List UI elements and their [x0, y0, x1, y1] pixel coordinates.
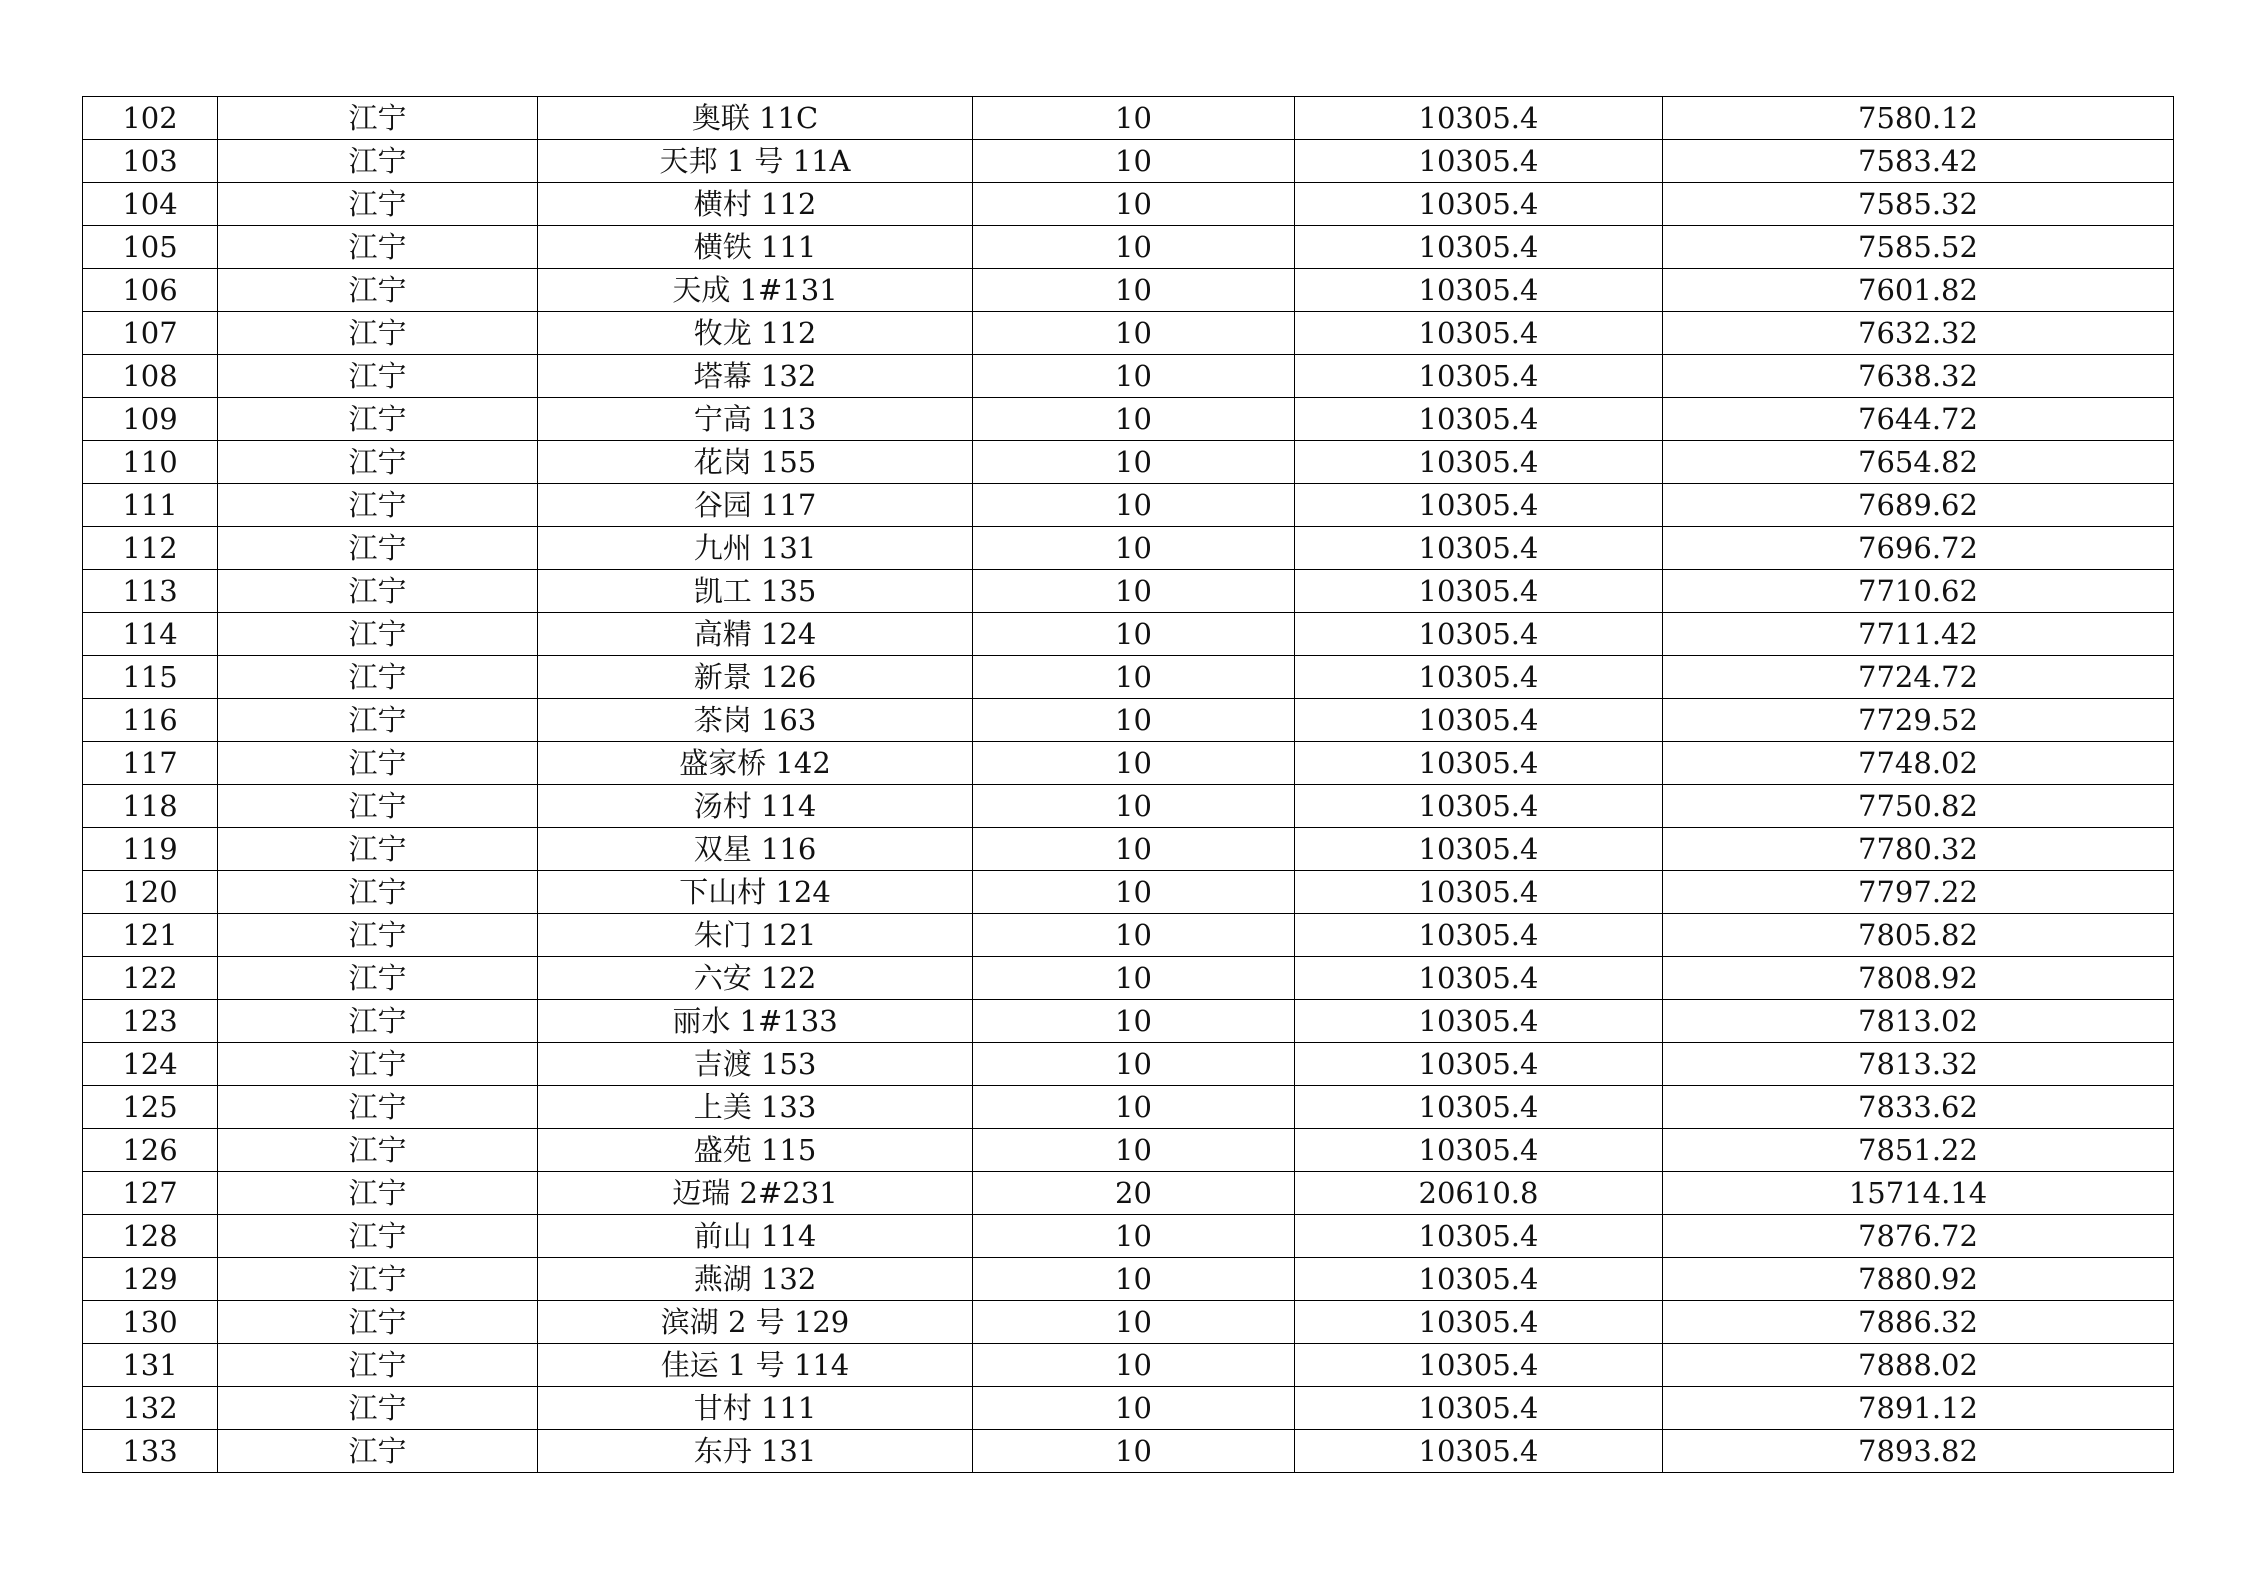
row-number-cell: 105 [83, 226, 218, 269]
line-name-cell: 花岗 155 [538, 441, 973, 484]
table-row [83, 312, 2174, 355]
district-cell: 江宁 [218, 656, 538, 699]
table-row [83, 1301, 2174, 1344]
row-number-cell: 128 [83, 1215, 218, 1258]
district-cell: 江宁 [218, 699, 538, 742]
capacity-cell: 10 [973, 398, 1295, 441]
amount-cell: 7583.42 [1663, 140, 2174, 183]
district-cell: 江宁 [218, 527, 538, 570]
value-cell: 10305.4 [1295, 312, 1663, 355]
district-cell: 江宁 [218, 1387, 538, 1430]
district-cell: 江宁 [218, 97, 538, 140]
district-cell: 江宁 [218, 269, 538, 312]
amount-cell: 7632.32 [1663, 312, 2174, 355]
table-row [83, 1387, 2174, 1430]
value-cell: 10305.4 [1295, 398, 1663, 441]
row-number-cell: 113 [83, 570, 218, 613]
row-number-cell: 132 [83, 1387, 218, 1430]
capacity-cell: 10 [973, 312, 1295, 355]
capacity-cell: 10 [973, 570, 1295, 613]
amount-cell: 7601.82 [1663, 269, 2174, 312]
table-row [83, 97, 2174, 140]
district-cell: 江宁 [218, 1215, 538, 1258]
line-name-cell: 茶岗 163 [538, 699, 973, 742]
line-name-cell: 横铁 111 [538, 226, 973, 269]
row-number-cell: 112 [83, 527, 218, 570]
value-cell: 10305.4 [1295, 957, 1663, 1000]
capacity-cell: 10 [973, 140, 1295, 183]
value-cell: 10305.4 [1295, 484, 1663, 527]
value-cell: 10305.4 [1295, 97, 1663, 140]
line-name-cell: 奥联 11C [538, 97, 973, 140]
value-cell: 10305.4 [1295, 699, 1663, 742]
amount-cell: 7710.62 [1663, 570, 2174, 613]
capacity-cell: 10 [973, 527, 1295, 570]
row-number-cell: 116 [83, 699, 218, 742]
table-row [83, 1086, 2174, 1129]
capacity-cell: 10 [973, 1129, 1295, 1172]
district-cell: 江宁 [218, 312, 538, 355]
row-number-cell: 111 [83, 484, 218, 527]
value-cell: 10305.4 [1295, 914, 1663, 957]
row-number-cell: 117 [83, 742, 218, 785]
row-number-cell: 104 [83, 183, 218, 226]
district-cell: 江宁 [218, 183, 538, 226]
row-number-cell: 121 [83, 914, 218, 957]
capacity-cell: 10 [973, 871, 1295, 914]
capacity-cell: 10 [973, 97, 1295, 140]
row-number-cell: 103 [83, 140, 218, 183]
line-name-cell: 下山村 124 [538, 871, 973, 914]
capacity-cell: 10 [973, 785, 1295, 828]
amount-cell: 7750.82 [1663, 785, 2174, 828]
table-body [83, 97, 2174, 1473]
line-name-cell: 汤村 114 [538, 785, 973, 828]
amount-cell: 7813.32 [1663, 1043, 2174, 1086]
amount-cell: 7654.82 [1663, 441, 2174, 484]
capacity-cell: 10 [973, 699, 1295, 742]
line-name-cell: 天邦 1 号 11A [538, 140, 973, 183]
amount-cell: 7585.52 [1663, 226, 2174, 269]
capacity-cell: 10 [973, 1258, 1295, 1301]
district-cell: 江宁 [218, 828, 538, 871]
amount-cell: 7808.92 [1663, 957, 2174, 1000]
table-row [83, 1344, 2174, 1387]
value-cell: 10305.4 [1295, 570, 1663, 613]
amount-cell: 7689.62 [1663, 484, 2174, 527]
capacity-cell: 10 [973, 1215, 1295, 1258]
capacity-cell: 10 [973, 183, 1295, 226]
amount-cell: 7644.72 [1663, 398, 2174, 441]
value-cell: 10305.4 [1295, 785, 1663, 828]
table-row [83, 441, 2174, 484]
district-cell: 江宁 [218, 140, 538, 183]
row-number-cell: 119 [83, 828, 218, 871]
line-name-cell: 双星 116 [538, 828, 973, 871]
table-row [83, 269, 2174, 312]
table-row [83, 183, 2174, 226]
row-number-cell: 126 [83, 1129, 218, 1172]
value-cell: 10305.4 [1295, 1086, 1663, 1129]
capacity-cell: 10 [973, 226, 1295, 269]
table-row [83, 484, 2174, 527]
value-cell: 10305.4 [1295, 613, 1663, 656]
district-cell: 江宁 [218, 871, 538, 914]
district-cell: 江宁 [218, 1430, 538, 1473]
district-cell: 江宁 [218, 484, 538, 527]
capacity-cell: 10 [973, 828, 1295, 871]
amount-cell: 7886.32 [1663, 1301, 2174, 1344]
value-cell: 10305.4 [1295, 1430, 1663, 1473]
amount-cell: 7833.62 [1663, 1086, 2174, 1129]
capacity-cell: 10 [973, 613, 1295, 656]
row-number-cell: 107 [83, 312, 218, 355]
capacity-cell: 10 [973, 1301, 1295, 1344]
value-cell: 10305.4 [1295, 1000, 1663, 1043]
district-cell: 江宁 [218, 613, 538, 656]
table-row [83, 570, 2174, 613]
row-number-cell: 124 [83, 1043, 218, 1086]
table-row [83, 1430, 2174, 1473]
table-row [83, 785, 2174, 828]
row-number-cell: 115 [83, 656, 218, 699]
district-cell: 江宁 [218, 1043, 538, 1086]
value-cell: 10305.4 [1295, 742, 1663, 785]
amount-cell: 7638.32 [1663, 355, 2174, 398]
table-row [83, 828, 2174, 871]
line-name-cell: 谷园 117 [538, 484, 973, 527]
row-number-cell: 129 [83, 1258, 218, 1301]
line-name-cell: 丽水 1#133 [538, 1000, 973, 1043]
table-row [83, 1000, 2174, 1043]
amount-cell: 7711.42 [1663, 613, 2174, 656]
row-number-cell: 109 [83, 398, 218, 441]
amount-cell: 7580.12 [1663, 97, 2174, 140]
district-cell: 江宁 [218, 570, 538, 613]
row-number-cell: 127 [83, 1172, 218, 1215]
value-cell: 10305.4 [1295, 1344, 1663, 1387]
amount-cell: 7851.22 [1663, 1129, 2174, 1172]
value-cell: 10305.4 [1295, 828, 1663, 871]
capacity-cell: 20 [973, 1172, 1295, 1215]
capacity-cell: 10 [973, 656, 1295, 699]
amount-cell: 7888.02 [1663, 1344, 2174, 1387]
document-page [82, 96, 2174, 1473]
amount-cell: 7729.52 [1663, 699, 2174, 742]
line-name-cell: 燕湖 132 [538, 1258, 973, 1301]
capacity-cell: 10 [973, 1043, 1295, 1086]
value-cell: 10305.4 [1295, 441, 1663, 484]
row-number-cell: 106 [83, 269, 218, 312]
row-number-cell: 123 [83, 1000, 218, 1043]
value-cell: 10305.4 [1295, 1258, 1663, 1301]
line-name-cell: 盛家桥 142 [538, 742, 973, 785]
line-name-cell: 东丹 131 [538, 1430, 973, 1473]
capacity-cell: 10 [973, 441, 1295, 484]
line-name-cell: 甘村 111 [538, 1387, 973, 1430]
line-name-cell: 吉渡 153 [538, 1043, 973, 1086]
line-name-cell: 盛苑 115 [538, 1129, 973, 1172]
district-cell: 江宁 [218, 1000, 538, 1043]
amount-cell: 7813.02 [1663, 1000, 2174, 1043]
row-number-cell: 130 [83, 1301, 218, 1344]
district-cell: 江宁 [218, 398, 538, 441]
amount-cell: 7748.02 [1663, 742, 2174, 785]
capacity-cell: 10 [973, 914, 1295, 957]
row-number-cell: 110 [83, 441, 218, 484]
amount-cell: 7797.22 [1663, 871, 2174, 914]
value-cell: 10305.4 [1295, 269, 1663, 312]
capacity-cell: 10 [973, 1430, 1295, 1473]
value-cell: 10305.4 [1295, 1043, 1663, 1086]
district-cell: 江宁 [218, 1301, 538, 1344]
data-table [82, 96, 2174, 1473]
line-name-cell: 横村 112 [538, 183, 973, 226]
capacity-cell: 10 [973, 957, 1295, 1000]
line-name-cell: 高精 124 [538, 613, 973, 656]
capacity-cell: 10 [973, 1387, 1295, 1430]
district-cell: 江宁 [218, 742, 538, 785]
value-cell: 10305.4 [1295, 183, 1663, 226]
line-name-cell: 迈瑞 2#231 [538, 1172, 973, 1215]
capacity-cell: 10 [973, 269, 1295, 312]
table-row [83, 527, 2174, 570]
district-cell: 江宁 [218, 1172, 538, 1215]
capacity-cell: 10 [973, 742, 1295, 785]
amount-cell: 7724.72 [1663, 656, 2174, 699]
line-name-cell: 九州 131 [538, 527, 973, 570]
row-number-cell: 120 [83, 871, 218, 914]
row-number-cell: 102 [83, 97, 218, 140]
capacity-cell: 10 [973, 484, 1295, 527]
district-cell: 江宁 [218, 1344, 538, 1387]
line-name-cell: 滨湖 2 号 129 [538, 1301, 973, 1344]
row-number-cell: 122 [83, 957, 218, 1000]
line-name-cell: 佳运 1 号 114 [538, 1344, 973, 1387]
line-name-cell: 六安 122 [538, 957, 973, 1000]
value-cell: 10305.4 [1295, 527, 1663, 570]
table-row [83, 1043, 2174, 1086]
district-cell: 江宁 [218, 226, 538, 269]
district-cell: 江宁 [218, 355, 538, 398]
row-number-cell: 108 [83, 355, 218, 398]
amount-cell: 7696.72 [1663, 527, 2174, 570]
district-cell: 江宁 [218, 1086, 538, 1129]
table-row [83, 871, 2174, 914]
district-cell: 江宁 [218, 1129, 538, 1172]
line-name-cell: 宁高 113 [538, 398, 973, 441]
table-row [83, 226, 2174, 269]
value-cell: 10305.4 [1295, 355, 1663, 398]
line-name-cell: 牧龙 112 [538, 312, 973, 355]
table-row [83, 656, 2174, 699]
table-row [83, 398, 2174, 441]
value-cell: 10305.4 [1295, 1387, 1663, 1430]
district-cell: 江宁 [218, 785, 538, 828]
amount-cell: 7880.92 [1663, 1258, 2174, 1301]
district-cell: 江宁 [218, 1258, 538, 1301]
row-number-cell: 118 [83, 785, 218, 828]
amount-cell: 7780.32 [1663, 828, 2174, 871]
line-name-cell: 新景 126 [538, 656, 973, 699]
amount-cell: 7805.82 [1663, 914, 2174, 957]
amount-cell: 7585.32 [1663, 183, 2174, 226]
value-cell: 10305.4 [1295, 871, 1663, 914]
value-cell: 10305.4 [1295, 1215, 1663, 1258]
row-number-cell: 133 [83, 1430, 218, 1473]
table-row [83, 1215, 2174, 1258]
amount-cell: 15714.14 [1663, 1172, 2174, 1215]
value-cell: 10305.4 [1295, 1301, 1663, 1344]
row-number-cell: 114 [83, 613, 218, 656]
table-row [83, 914, 2174, 957]
line-name-cell: 前山 114 [538, 1215, 973, 1258]
line-name-cell: 塔幕 132 [538, 355, 973, 398]
row-number-cell: 125 [83, 1086, 218, 1129]
value-cell: 10305.4 [1295, 140, 1663, 183]
table-row [83, 1172, 2174, 1215]
value-cell: 20610.8 [1295, 1172, 1663, 1215]
district-cell: 江宁 [218, 441, 538, 484]
value-cell: 10305.4 [1295, 656, 1663, 699]
table-row [83, 355, 2174, 398]
district-cell: 江宁 [218, 957, 538, 1000]
value-cell: 10305.4 [1295, 226, 1663, 269]
amount-cell: 7893.82 [1663, 1430, 2174, 1473]
amount-cell: 7891.12 [1663, 1387, 2174, 1430]
line-name-cell: 天成 1#131 [538, 269, 973, 312]
capacity-cell: 10 [973, 1000, 1295, 1043]
table-row [83, 957, 2174, 1000]
amount-cell: 7876.72 [1663, 1215, 2174, 1258]
line-name-cell: 凯工 135 [538, 570, 973, 613]
table-row [83, 699, 2174, 742]
district-cell: 江宁 [218, 914, 538, 957]
row-number-cell: 131 [83, 1344, 218, 1387]
table-row [83, 140, 2174, 183]
table-row [83, 1258, 2174, 1301]
capacity-cell: 10 [973, 355, 1295, 398]
capacity-cell: 10 [973, 1086, 1295, 1129]
table-row [83, 742, 2174, 785]
table-row [83, 613, 2174, 656]
capacity-cell: 10 [973, 1344, 1295, 1387]
line-name-cell: 上美 133 [538, 1086, 973, 1129]
line-name-cell: 朱门 121 [538, 914, 973, 957]
table-row [83, 1129, 2174, 1172]
value-cell: 10305.4 [1295, 1129, 1663, 1172]
